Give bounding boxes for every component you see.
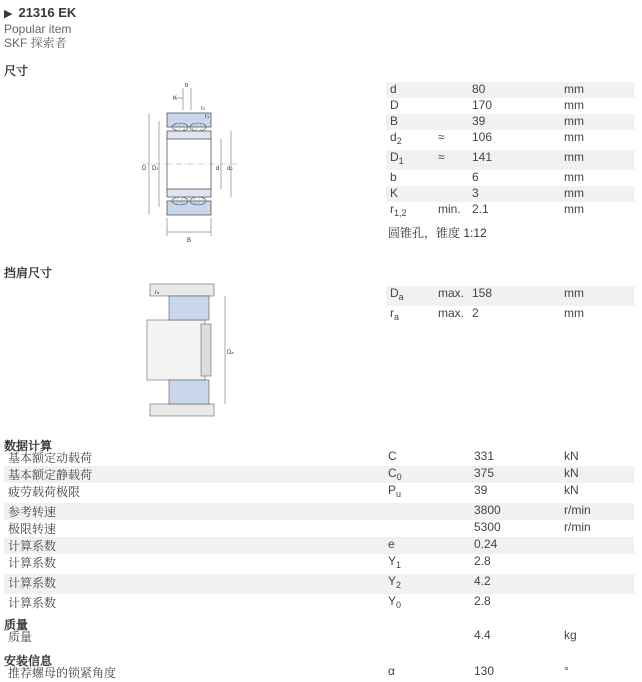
calculation-value: 0.24 — [474, 537, 564, 554]
dimension-symbol: K — [386, 186, 438, 202]
dimensions-heading: 尺寸 — [4, 64, 29, 78]
abutment-qualifier: max. — [438, 306, 465, 320]
dimension-symbol: $D_1$ — [386, 150, 438, 170]
calculation-value: 39 — [474, 483, 488, 497]
dimension-value: 141 — [472, 150, 564, 170]
dimension-qualifier — [438, 170, 472, 186]
label-D: D — [142, 166, 147, 172]
calculation-value: 375 — [474, 466, 564, 483]
calculation-label: 计算系数 — [8, 596, 57, 610]
dimension-qualifier: ≈ — [438, 130, 445, 144]
calculation-unit — [564, 554, 634, 574]
calculation-symbol: C — [388, 449, 397, 463]
calculation-row — [4, 574, 634, 594]
calculation-row — [4, 554, 634, 574]
dimension-value: 2.1 — [472, 202, 489, 216]
dimension-row — [386, 98, 634, 114]
calculation-unit: kN — [564, 449, 579, 463]
dimensions-table — [386, 82, 634, 222]
dimension-row — [386, 130, 634, 150]
svg-text:ra: ra — [155, 290, 160, 296]
abutment-symbol: $r_a$ — [390, 306, 400, 322]
abutment-heading: 挡肩尺寸 — [4, 266, 53, 280]
mounting-value: 130 — [474, 664, 495, 678]
dimension-qualifier: ≈ — [438, 150, 472, 170]
calculation-symbol — [388, 503, 474, 520]
dimension-unit: mm — [564, 150, 634, 170]
abutment-unit: mm — [564, 306, 584, 320]
dimension-symbol: D — [390, 98, 399, 112]
dimension-symbol: $d_2$ — [390, 130, 402, 146]
dimension-value: 106 — [472, 130, 493, 144]
calculation-heading: 数据计算 — [4, 439, 53, 453]
product-title — [4, 5, 76, 20]
calculation-label: 基本额定动载荷 — [8, 451, 93, 465]
dimension-row — [386, 170, 634, 186]
calculation-symbol: e — [388, 537, 474, 554]
dimension-qualifier — [438, 186, 472, 202]
svg-text:r2: r2 — [201, 106, 206, 112]
abutment-unit: mm — [564, 286, 634, 306]
mounting-symbol: α — [388, 664, 395, 678]
dimension-symbol: B — [386, 114, 438, 130]
dimension-value: 6 — [472, 170, 479, 184]
calculation-row — [4, 466, 634, 483]
calculation-value: 2.8 — [474, 594, 491, 608]
bearing-dimension-drawing — [135, 80, 245, 245]
calculation-symbol: $Y_1$ — [388, 554, 402, 570]
mass-value: 4.4 — [474, 628, 491, 642]
taper-note: 圆锥孔，锥度 1:12 — [388, 226, 487, 240]
dimension-qualifier — [438, 114, 472, 130]
triangle-right-icon: ▶ — [4, 8, 13, 20]
abutment-row — [386, 306, 634, 326]
calculation-symbol: $Y_2$ — [388, 574, 474, 594]
dimension-symbol: d — [386, 82, 438, 98]
mounting-unit: ° — [564, 664, 569, 678]
dimension-symbol: $r_{1,2}$ — [390, 202, 407, 218]
calculation-value: 4.2 — [474, 574, 564, 594]
abutment-qualifier: max. — [438, 286, 472, 306]
calculation-label: 疲劳载荷极限 — [8, 485, 81, 499]
calculation-unit: kN — [564, 466, 634, 483]
calculation-unit: r/min — [564, 520, 591, 534]
calculation-row — [4, 483, 634, 503]
dimension-qualifier — [438, 98, 472, 114]
dimension-qualifier — [438, 82, 472, 98]
dimension-row — [386, 150, 634, 170]
dimension-qualifier: min. — [438, 202, 461, 216]
calculation-value: 331 — [474, 449, 495, 463]
svg-text:d2: d2 — [227, 166, 233, 172]
mass-label: 质量 — [8, 630, 33, 644]
dimension-unit: mm — [564, 170, 584, 184]
mounting-table — [4, 664, 634, 681]
dimension-symbol: b — [390, 170, 397, 184]
mass-row — [4, 628, 634, 645]
calculation-symbol: $Y_0$ — [388, 594, 402, 610]
calculation-table — [4, 449, 634, 614]
calculation-unit: r/min — [564, 503, 634, 520]
dimension-value: 170 — [472, 98, 493, 112]
dimension-value: 3 — [472, 186, 564, 202]
mounting-heading: 安装信息 — [4, 654, 53, 668]
popular-item-label: Popular item — [4, 22, 72, 36]
calculation-label: 参考转速 — [4, 503, 388, 520]
mass-unit: kg — [564, 628, 577, 642]
dimension-unit: mm — [564, 82, 634, 98]
abutment-row — [386, 286, 634, 306]
label-b: b — [185, 83, 189, 89]
dimension-unit: mm — [564, 114, 634, 130]
abutment-value: 158 — [472, 286, 564, 306]
label-B: B — [187, 238, 192, 244]
mounting-label: 推荐螺母的锁紧角度 — [8, 666, 117, 680]
calculation-unit: kN — [564, 483, 579, 497]
calculation-label: 计算系数 — [4, 537, 388, 554]
calculation-symbol: $P_u$ — [388, 483, 402, 499]
dimension-value: 80 — [472, 82, 564, 98]
calculation-row — [4, 537, 634, 554]
svg-text:D1: D1 — [152, 166, 159, 172]
calculation-row — [4, 449, 634, 466]
calculation-label: 计算系数 — [8, 556, 57, 570]
calculation-label: 计算系数 — [4, 574, 388, 594]
calculation-row — [4, 520, 634, 537]
abutment-value: 2 — [472, 306, 479, 320]
dimension-row — [386, 202, 634, 222]
label-d: d — [216, 166, 220, 172]
abutment-drawing — [145, 282, 245, 422]
calculation-value: 3800 — [474, 503, 564, 520]
calculation-unit — [564, 594, 634, 614]
dimension-row — [386, 186, 634, 202]
abutment-table — [386, 286, 634, 326]
calculation-unit — [564, 574, 634, 594]
mass-table — [4, 628, 634, 645]
calculation-symbol: $C_0$ — [388, 466, 474, 483]
label-k: K — [173, 96, 178, 102]
calculation-value: 2.8 — [474, 554, 491, 568]
dimension-unit: mm — [564, 130, 584, 144]
abutment-symbol: $D_a$ — [386, 286, 438, 306]
dimension-value: 39 — [472, 114, 564, 130]
dimension-row — [386, 82, 634, 98]
calculation-symbol — [388, 520, 474, 537]
calculation-label: 基本额定静载荷 — [4, 466, 388, 483]
dimension-unit: mm — [564, 202, 584, 216]
skf-explorer-label: SKF 探索者 — [4, 36, 67, 50]
calculation-unit — [564, 537, 634, 554]
dimension-unit: mm — [564, 98, 584, 112]
dimension-unit: mm — [564, 186, 634, 202]
dimension-row — [386, 114, 634, 130]
calculation-label: 极限转速 — [8, 522, 57, 536]
product-code: 21316 EK — [18, 5, 77, 20]
mounting-row — [4, 664, 634, 681]
svg-text:Da: Da — [227, 350, 234, 356]
calculation-row — [4, 594, 634, 614]
svg-text:r1: r1 — [205, 114, 210, 120]
calculation-value: 5300 — [474, 520, 501, 534]
mass-heading: 质量 — [4, 618, 29, 632]
calculation-row — [4, 503, 634, 520]
